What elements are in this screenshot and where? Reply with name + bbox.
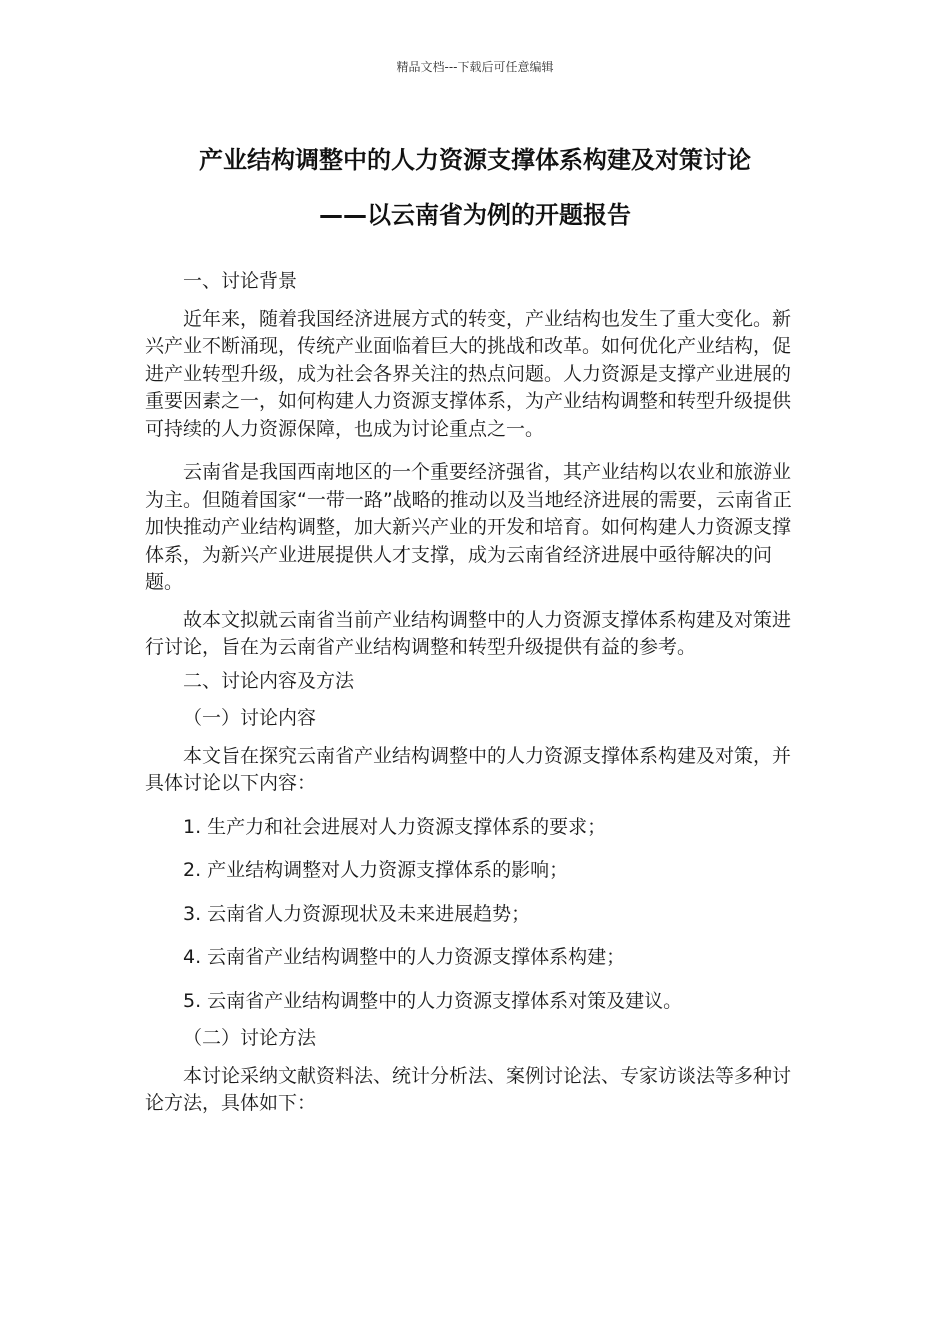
page-header-note: 精品文档---下载后可任意编辑 — [396, 60, 554, 74]
section-heading-background: 一、讨论背景 — [183, 270, 298, 292]
list-item: 1. 生产力和社会进展对人力资源支撑体系的要求； — [183, 815, 607, 838]
paragraph-background-2: 云南省是我国西南地区的一个重要经济强省，其产业结构以农业和旅游业为主。但随着国家“一带一路”战略的推动以及当地经济进展的需要，云南省正加快推动产业结构调整，加大新兴产业的开发和培育。如何构建人力资源支撑体系，为新兴产业进展提供人才支撑，成为云南省经济进展中亟待解决的问题。 — [145, 461, 792, 593]
list-item: 3. 云南省人力资源现状及未来进展趋势； — [183, 902, 531, 925]
document-subtitle: ——以云南省为例的开题报告 — [319, 201, 631, 229]
section-heading-content-method: 二、讨论内容及方法 — [183, 669, 355, 692]
subsection-heading-method: （二）讨论方法 — [183, 1027, 317, 1049]
list-item: 2. 产业结构调整对人力资源支撑体系的影响； — [183, 859, 569, 881]
document-title: 产业结构调整中的人力资源支撑体系构建及对策讨论 — [199, 146, 751, 174]
subsection-heading-content: （一）讨论内容 — [183, 707, 317, 729]
paragraph-method-intro: 本讨论采纳文献资料法、统计分析法、案例讨论法、专家访谈法等多种讨论方法，具体如下： — [145, 1064, 792, 1114]
paragraph-background-3: 故本文拟就云南省当前产业结构调整中的人力资源支撑体系构建及对策进行讨论，旨在为云南省产业结构调整和转型升级提供有益的参考。 — [145, 608, 792, 658]
paragraph-background-1: 近年来，随着我国经济进展方式的转变，产业结构也发生了重大变化。新兴产业不断涌现，传统产业面临着巨大的挑战和改革。如何优化产业结构，促进产业转型升级，成为社会各界关注的热点问题。人力资源是支撑产业进展的重要因素之一，如何构建人力资源支撑体系，为产业结构调整和转型升级提供可持续的人力资源保障，也成为讨论重点之一。 — [145, 307, 792, 440]
list-item: 5. 云南省产业结构调整中的人力资源支撑体系对策及建议。 — [183, 989, 683, 1012]
document-body — [145, 268, 807, 1118]
list-item: 4. 云南省产业结构调整中的人力资源支撑体系构建； — [183, 946, 626, 968]
paragraph-content-intro: 本文旨在探究云南省产业结构调整中的人力资源支撑体系构建及对策，并具体讨论以下内容： — [145, 744, 792, 794]
